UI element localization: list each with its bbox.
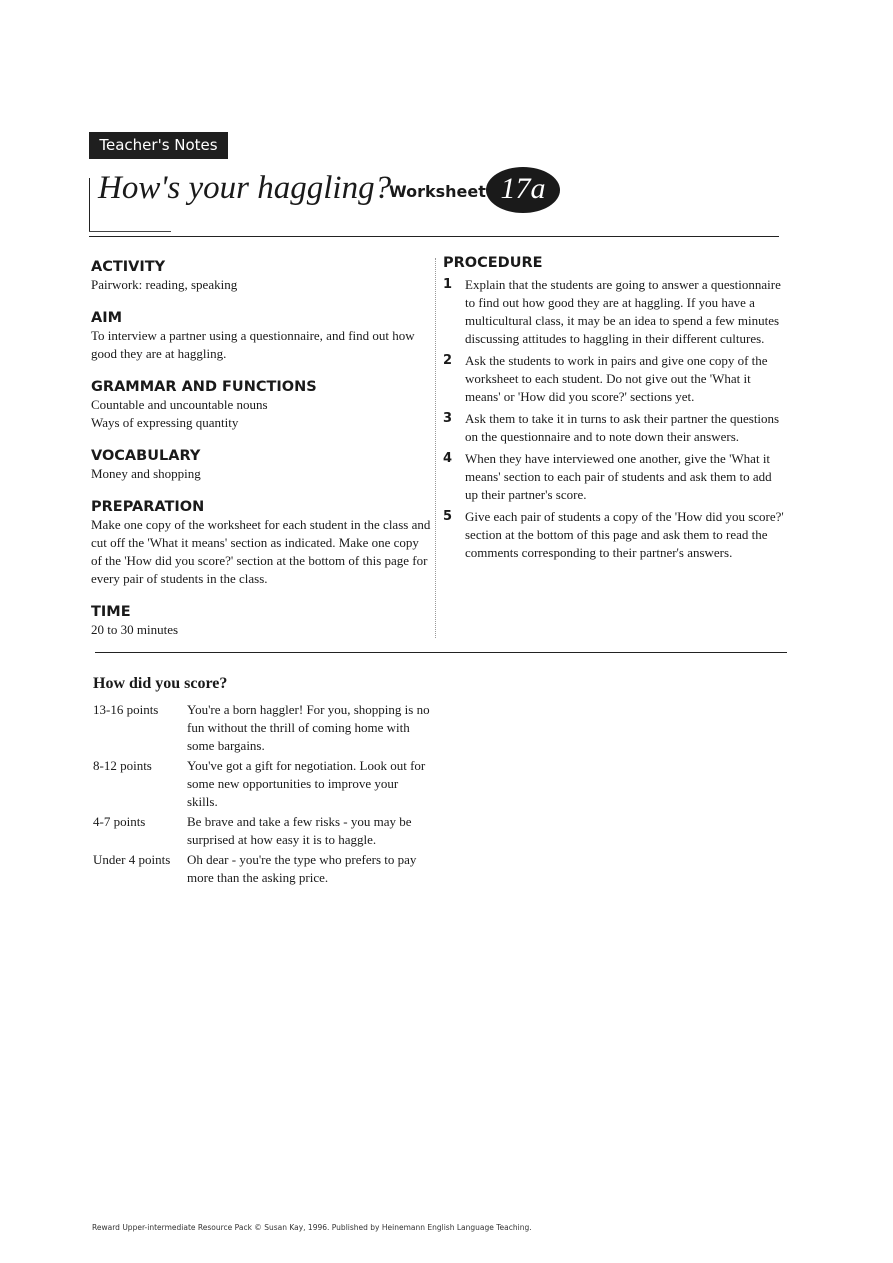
procedure-heading: PROCEDURE	[443, 255, 543, 271]
procedure-step	[443, 508, 788, 562]
procedure-step	[443, 450, 788, 504]
page-title: How's your haggling?	[98, 170, 392, 206]
section-grammar	[91, 378, 431, 432]
title-underline	[89, 231, 171, 232]
score-comment: Be brave and take a few risks - you may be surprised at how easy it is to haggle.	[187, 814, 412, 847]
section-body: Countable and uncountable nouns Ways of expressing quantity	[91, 397, 268, 430]
step-number: 2	[443, 353, 453, 368]
score-row	[93, 813, 438, 849]
section-body: Make one copy of the worksheet for each student in the class and cut off the 'What it means' section as indicated. Make one copy of the 'How did you score?' section at the bottom of this page for every pair of students in the class.	[91, 517, 431, 586]
worksheet-number-badge: 17a	[486, 167, 560, 213]
teachers-notes-badge: Teacher's Notes	[89, 132, 228, 159]
step-text: Give each pair of students a copy of the 'How did you score?' section at the bottom of this page and ask them to read the comments corresponding to their partner's answers.	[465, 509, 784, 560]
worksheet-label: Worksheet	[389, 182, 486, 201]
score-points: 13-16 points	[93, 702, 159, 717]
step-number: 3	[443, 411, 453, 426]
score-row	[93, 701, 438, 755]
step-text: Ask the students to work in pairs and give one copy of the worksheet to each student. Do not give out the 'What it means' or 'How did you score?' sections yet.	[465, 353, 768, 404]
procedure-step	[443, 276, 788, 348]
section-time	[91, 603, 431, 639]
step-number: 1	[443, 277, 453, 292]
section-preparation	[91, 498, 431, 588]
left-column	[91, 258, 431, 654]
copyright-footer: Reward Upper-intermediate Resource Pack © Susan Kay, 1996. Published by Heinemann English Language Teaching.	[92, 1223, 532, 1232]
section-body: Pairwork: reading, speaking	[91, 277, 238, 292]
score-row	[93, 851, 438, 887]
step-text: When they have interviewed one another, give the 'What it means' section to each pair of students and ask them to add up their partner's score.	[465, 451, 772, 502]
score-comment: Oh dear - you're the type who prefers to pay more than the asking price.	[187, 852, 417, 885]
section-body: Money and shopping	[91, 466, 201, 481]
section-body: To interview a partner using a questionnaire, and find out how good they are at haggling.	[91, 328, 415, 361]
section-heading: TIME	[91, 604, 131, 620]
column-divider	[435, 258, 436, 638]
section-heading: AIM	[91, 310, 123, 326]
score-points: Under 4 points	[93, 852, 171, 867]
step-number: 5	[443, 509, 453, 524]
score-comment: You've got a gift for negotiation. Look out for some new opportunities to improve your skills.	[187, 758, 426, 809]
section-vocabulary	[91, 447, 431, 483]
score-points: 4-7 points	[93, 814, 146, 829]
section-heading: PREPARATION	[91, 499, 205, 515]
section-aim	[91, 309, 431, 363]
section-heading: ACTIVITY	[91, 259, 166, 275]
procedure-step	[443, 352, 788, 406]
section-heading: VOCABULARY	[91, 448, 201, 464]
section-activity	[91, 258, 431, 294]
score-comment: You're a born haggler! For you, shopping is no fun without the thrill of coming home with some bargains.	[187, 702, 430, 753]
score-table	[93, 701, 438, 889]
procedure-column	[443, 254, 788, 566]
step-text: Ask them to take it in turns to ask their partner the questions on the questionnaire and to note down their answers.	[465, 411, 780, 444]
score-heading: How did you score?	[93, 675, 228, 692]
step-text: Explain that the students are going to answer a questionnaire to find out how good they are at haggling. If you have a multicultural class, it may be an idea to spend a few minutes discussing attitudes to haggling in their different cultures.	[465, 277, 781, 346]
section-body: 20 to 30 minutes	[91, 622, 179, 637]
score-row	[93, 757, 438, 811]
top-divider	[89, 236, 779, 237]
title-bracket	[89, 178, 90, 232]
section-heading: GRAMMAR AND FUNCTIONS	[91, 379, 317, 395]
score-points: 8-12 points	[93, 758, 152, 773]
step-number: 4	[443, 451, 453, 466]
score-divider	[95, 652, 787, 653]
procedure-step	[443, 410, 788, 446]
